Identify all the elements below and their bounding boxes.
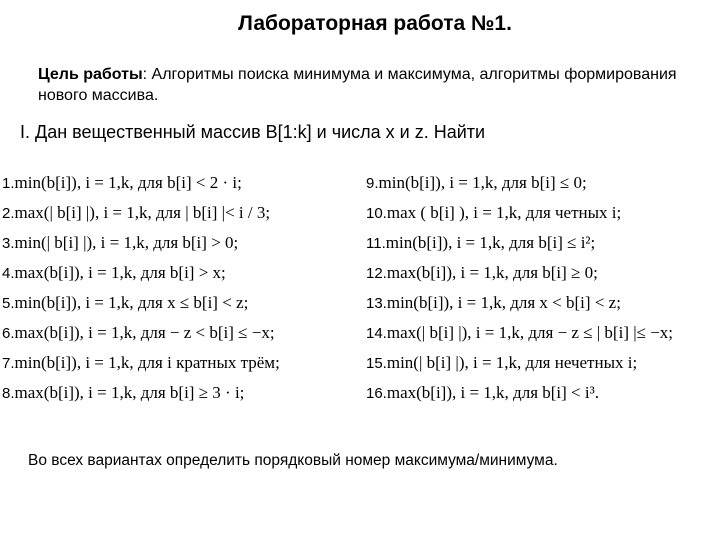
footer-note: Во всех вариантах определить порядковый номер максимума/минимума. <box>28 452 558 469</box>
variant-row <box>366 348 673 378</box>
variant-number: 3. <box>2 235 15 252</box>
variant-formula: min(b[i]), i = 1,k, для i кратных трём; <box>14 353 280 372</box>
variants-right-column <box>366 168 673 408</box>
variant-row <box>366 168 673 198</box>
variant-number: 5. <box>2 295 15 312</box>
variant-number: 9. <box>366 175 379 192</box>
variant-row <box>2 198 280 228</box>
variant-row <box>366 318 673 348</box>
variant-formula: min(| b[i] |), i = 1,k, для нечетных i; <box>386 353 638 372</box>
variant-formula: min(b[i]), i = 1,k, для b[i] < 2 · i; <box>14 173 242 192</box>
variant-formula: min(b[i]), i = 1,k, для x < b[i] < z; <box>386 293 621 312</box>
variant-number: 4. <box>2 265 15 282</box>
variant-row <box>2 288 280 318</box>
variant-number: 16. <box>366 385 387 402</box>
variant-number: 2. <box>2 205 15 222</box>
variant-formula: max(b[i]), i = 1,k, для b[i] ≥ 3 · i; <box>14 383 245 402</box>
goal-paragraph <box>38 64 698 106</box>
page-title: Лабораторная работа №1. <box>238 12 512 35</box>
variant-row <box>2 258 280 288</box>
variant-number: 1. <box>2 175 15 192</box>
task-statement: I. Дан вещественный массив B[1:k] и числа x и z. Найти <box>20 122 486 142</box>
variant-number: 7. <box>2 355 15 372</box>
variant-number: 12. <box>366 265 387 282</box>
variant-row <box>2 318 280 348</box>
variant-formula: max(b[i]), i = 1,k, для − z < b[i] ≤ −x; <box>14 323 275 342</box>
variant-row <box>366 288 673 318</box>
variant-formula: max(b[i]), i = 1,k, для b[i] > x; <box>14 263 226 282</box>
variant-number: 14. <box>366 325 387 342</box>
variant-formula: max(b[i]), i = 1,k, для b[i] ≥ 0; <box>386 263 598 282</box>
variant-number: 15. <box>366 355 387 372</box>
variant-number: 13. <box>366 295 387 312</box>
variant-formula: max ( b[i] ), i = 1,k, для четных i; <box>386 203 622 222</box>
variant-row <box>2 348 280 378</box>
variant-number: 6. <box>2 325 15 342</box>
variant-row <box>2 228 280 258</box>
variant-formula: max(| b[i] |), i = 1,k, для | b[i] |< i / 3; <box>14 203 271 222</box>
variant-row <box>366 198 673 228</box>
variant-row <box>2 378 280 408</box>
goal-label: Цель работы <box>38 66 143 83</box>
variant-row <box>366 378 673 408</box>
variant-row <box>366 228 673 258</box>
variant-formula: min(b[i]), i = 1,k, для b[i] ≤ i²; <box>385 233 596 252</box>
variant-number: 11. <box>366 235 386 252</box>
variant-formula: min(| b[i] |), i = 1,k, для b[i] > 0; <box>14 233 239 252</box>
variant-number: 10. <box>366 205 387 222</box>
variants-left-column <box>2 168 280 408</box>
variant-formula: max(b[i]), i = 1,k, для b[i] < i³. <box>386 383 599 402</box>
variant-formula: max(| b[i] |), i = 1,k, для − z ≤ | b[i] |≤ −x; <box>386 323 674 342</box>
variant-number: 8. <box>2 385 15 402</box>
variant-row <box>2 168 280 198</box>
goal-text: : Алгоритмы поиска минимума и максимума, алгоритмы формирования нового массива. <box>38 66 677 104</box>
variant-formula: min(b[i]), i = 1,k, для b[i] ≤ 0; <box>378 173 587 192</box>
variant-row <box>366 258 673 288</box>
variant-formula: min(b[i]), i = 1,k, для x ≤ b[i] < z; <box>14 293 249 312</box>
